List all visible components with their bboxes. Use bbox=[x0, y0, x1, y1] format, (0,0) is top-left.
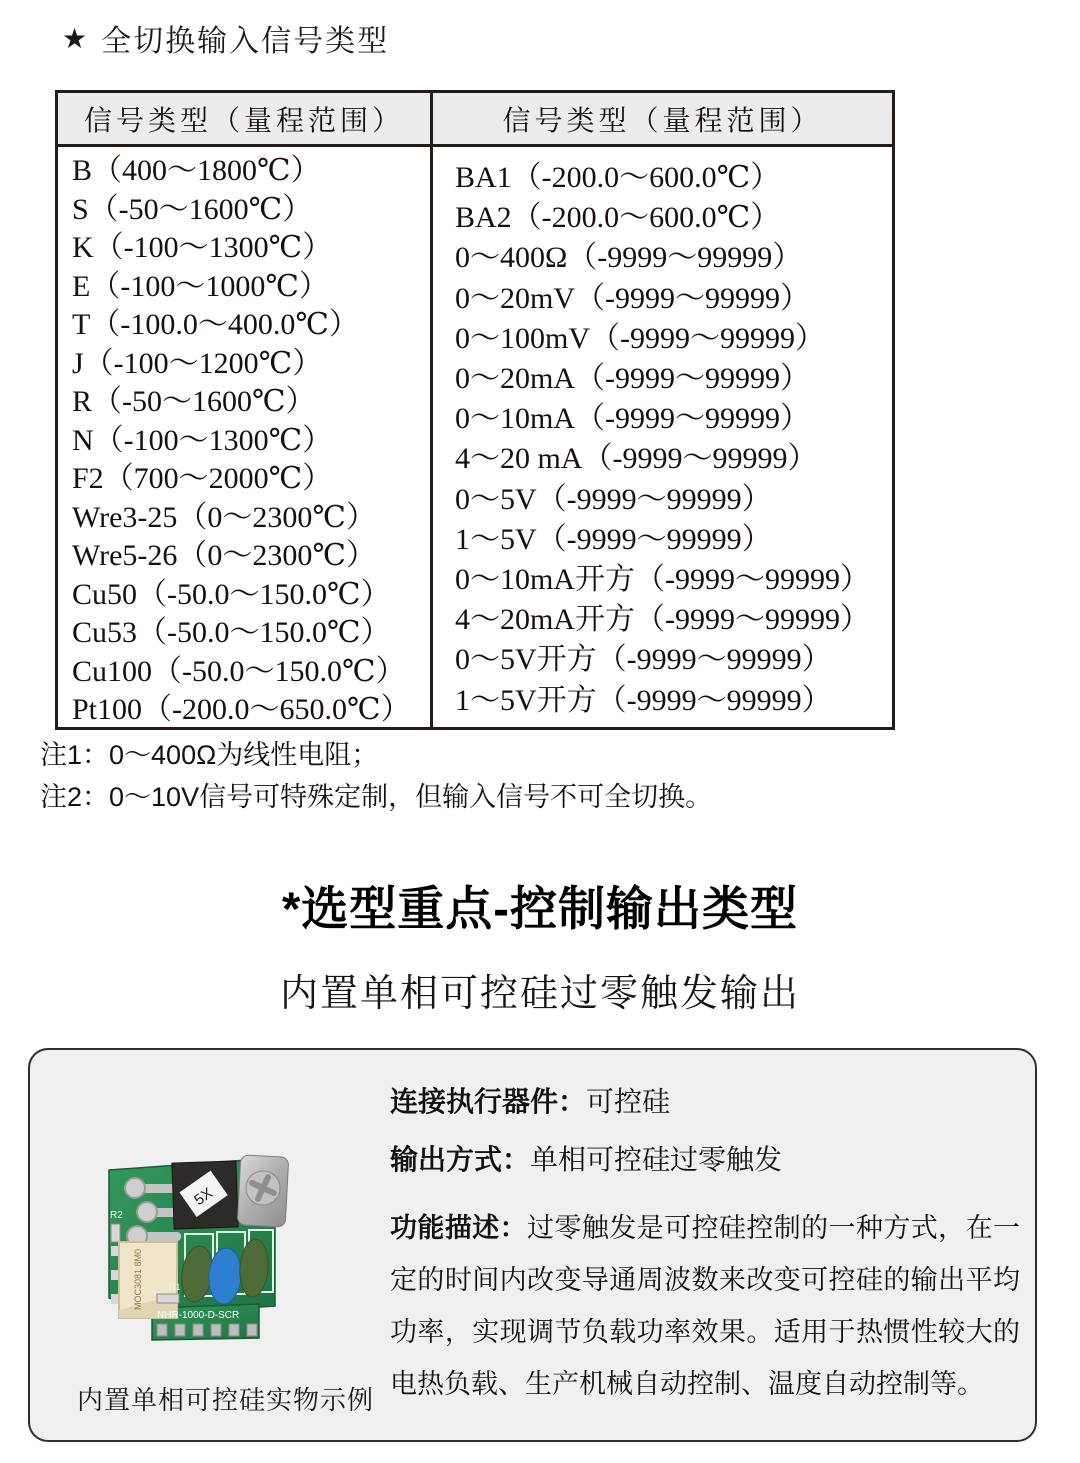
table-row: 4～20 mA（-9999～99999） bbox=[455, 442, 818, 476]
pcb-label-opto: MOC3081 8M0 bbox=[133, 1248, 143, 1310]
pcb-label-r2: R2 bbox=[110, 1210, 123, 1221]
table-row: 0～400Ω（-9999～99999） bbox=[455, 241, 803, 275]
section-subheading: 内置单相可控硅过零触发输出 bbox=[279, 973, 800, 1015]
star-icon: ★ bbox=[62, 22, 88, 54]
table-row: Cu50（-50.0～150.0℃） bbox=[72, 577, 391, 611]
table-row: 0～10mA开方（-9999～99999） bbox=[455, 563, 870, 597]
card-row-output-mode-label: 输出方式： bbox=[390, 1144, 531, 1175]
card-row-output-mode-value: 单相可控硅过零触发 bbox=[530, 1144, 783, 1175]
table-header-left: 信号类型（量程范围） bbox=[58, 93, 433, 144]
table-row: F2（700～2000℃） bbox=[72, 462, 333, 495]
table-row: B（400～1800℃） bbox=[72, 154, 321, 187]
card-function-description bbox=[390, 1202, 1020, 1410]
table-row: 0～10mA（-9999～99999） bbox=[455, 402, 810, 436]
table-row: T（-100.0～400.0℃） bbox=[72, 308, 359, 341]
section-heading: *选型重点-控制输出类型 bbox=[282, 882, 798, 935]
table-header-right: 信号类型（量程范围） bbox=[502, 105, 823, 137]
scr-output-card bbox=[28, 1048, 1037, 1442]
card-row-actuator bbox=[390, 1086, 1042, 1118]
table-row: J（-100～1200℃） bbox=[72, 346, 323, 380]
page-title bbox=[62, 16, 389, 60]
table-row: 0～5V（-9999～99999） bbox=[455, 482, 772, 516]
table-notes bbox=[40, 734, 712, 818]
card-row-actuator-label: 连接执行器件： bbox=[390, 1086, 587, 1117]
page-title-text: 全切换输入信号类型 bbox=[101, 25, 390, 58]
table-row: 0～5V开方（-9999～99999） bbox=[455, 643, 832, 677]
signal-type-table bbox=[55, 90, 895, 730]
pcb-label-chip: 5X bbox=[191, 1184, 216, 1210]
table-row: Wre5-26（0～2300℃） bbox=[72, 539, 376, 572]
table-row: Cu53（-50.0～150.0℃） bbox=[72, 616, 391, 649]
table-header-row bbox=[58, 93, 892, 147]
pcb-label-r1: R1 bbox=[169, 1282, 181, 1292]
table-column-right bbox=[433, 147, 892, 730]
table-row: Cu100（-50.0～150.0℃） bbox=[72, 654, 406, 688]
table-row: 4～20mA开方（-9999～99999） bbox=[455, 603, 870, 637]
table-row: 0～20mV（-9999～99999） bbox=[455, 281, 810, 315]
card-row-actuator-value: 可控硅 bbox=[586, 1086, 671, 1117]
table-row: 1～5V（-9999～99999） bbox=[455, 522, 772, 556]
pcb-photo bbox=[97, 1138, 307, 1343]
table-column-left bbox=[58, 147, 433, 730]
card-function-description-text: 过零触发是可控硅控制的一种方式，在一定的时间内改变导通周波数来改变可控硅的输出平均功率，实现调节负载功率效果。适用于热惯性较大的电热负载、生产机械自动控制、温度自动控制等。 bbox=[390, 1213, 1021, 1399]
pcb-label-silkscreen: NHR-1000-D-SCR bbox=[157, 1310, 240, 1321]
table-row: N（-100～1300℃） bbox=[72, 423, 333, 457]
table-row: Wre3-25（0～2300℃） bbox=[72, 500, 376, 534]
table-row: 0～20mA（-9999～99999） bbox=[455, 362, 810, 396]
table-row: 1～5V开方（-9999～99999） bbox=[455, 683, 832, 717]
card-function-description-label: 功能描述： bbox=[390, 1213, 528, 1243]
note-2: 注2：0～10V信号可特殊定制，但输入信号不可全切换。 bbox=[40, 782, 713, 812]
table-row: Pt100（-200.0～650.0℃） bbox=[72, 693, 411, 726]
table-row: K（-100～1300℃） bbox=[72, 231, 333, 264]
table-row: S（-50～1600℃） bbox=[72, 192, 313, 226]
table-row: 0～100mV（-9999～99999） bbox=[455, 321, 825, 355]
table-row: E（-100～1000℃） bbox=[72, 269, 329, 303]
table-row: BA2（-200.0～600.0℃） bbox=[455, 201, 781, 235]
card-text-block bbox=[390, 1086, 1042, 1410]
pcb-caption: 内置单相可控硅实物示例 bbox=[77, 1385, 375, 1415]
pcb-illustration bbox=[97, 1138, 307, 1343]
table-row: BA1（-200.0～600.0℃） bbox=[455, 161, 781, 194]
table-row: R（-50～1600℃） bbox=[72, 385, 316, 418]
card-row-output-mode bbox=[390, 1144, 1042, 1176]
table-body bbox=[58, 147, 892, 730]
note-1: 注1：0～400Ω为线性电阻； bbox=[40, 740, 379, 770]
